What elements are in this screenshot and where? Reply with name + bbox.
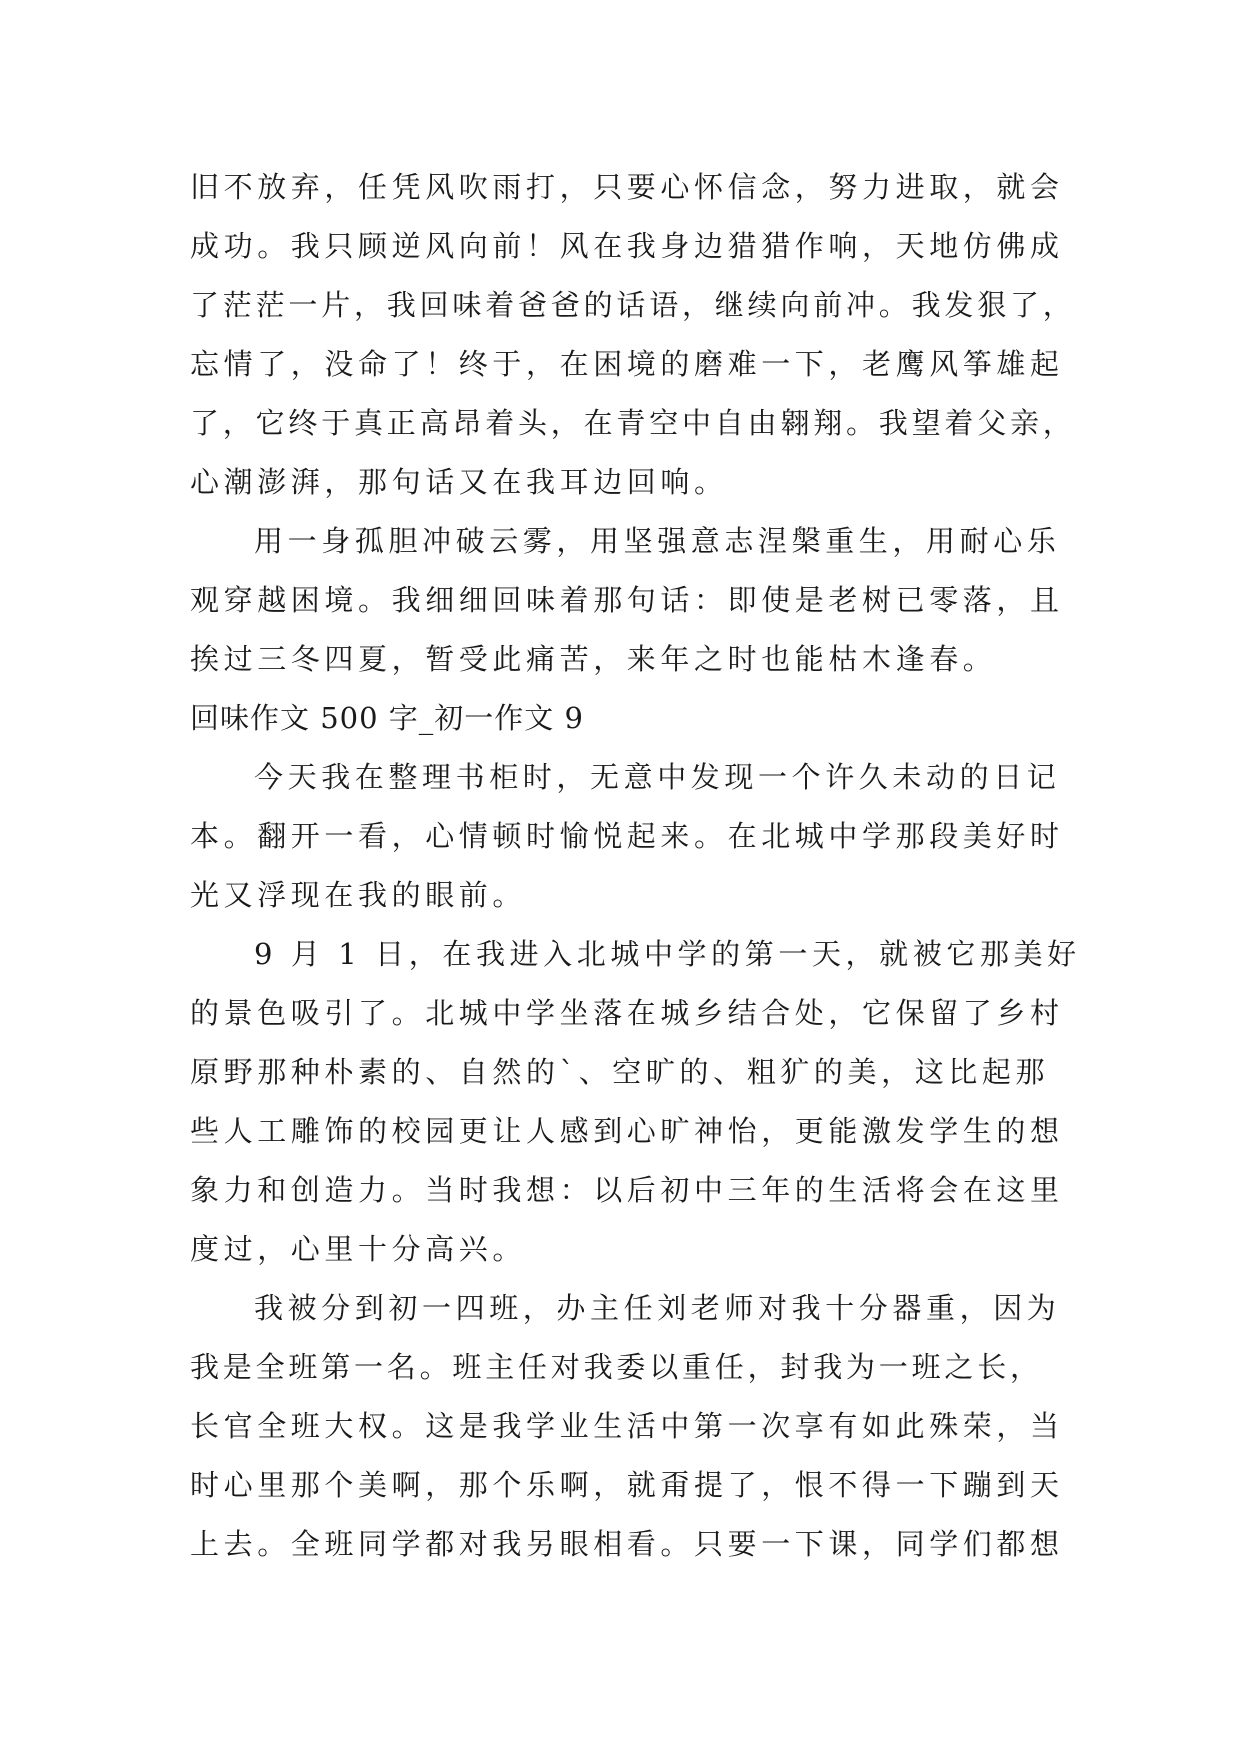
- text-line-11: 今天我在整理书柜时，无意中发现一个许久未动的日记: [254, 760, 1061, 794]
- text-line-16: 原野那种朴素的、自然的`、空旷的、粗犷的美，这比起那: [190, 1055, 1050, 1089]
- text-line-12: 本。翻开一看，心情顿时愉悦起来。在北城中学那段美好时: [190, 819, 1064, 853]
- section-heading: 回味作文 500 字_初一作文 9: [190, 701, 584, 735]
- text-line-4: 忘情了，没命了！终于，在困境的磨难一下，老鹰风筝雄起: [190, 347, 1064, 381]
- text-line-2: 成功。我只顾逆风向前！风在我身边猎猎作响，天地仿佛成: [190, 229, 1064, 263]
- text-line-9: 挨过三冬四夏，暂受此痛苦，来年之时也能枯木逢春。: [190, 642, 997, 676]
- text-line-19: 度过，心里十分高兴。: [190, 1232, 527, 1266]
- text-line-17: 些人工雕饰的校园更让人感到心旷神怡，更能激发学生的想: [190, 1114, 1064, 1148]
- text-line-18: 象力和创造力。当时我想：以后初中三年的生活将会在这里: [190, 1173, 1064, 1207]
- text-line-8: 观穿越困境。我细细回味着那句话：即使是老树已零落，且: [190, 583, 1064, 617]
- text-line-14: 9 月 1 日，在我进入北城中学的第一天，就被它那美好: [254, 937, 1081, 971]
- text-line-20: 我被分到初一四班，办主任刘老师对我十分器重，因为: [254, 1291, 1061, 1325]
- text-line-5: 了，它终于真正高昂着头，在青空中自由翱翔。我望着父亲，: [190, 406, 1076, 440]
- text-line-13: 光又浮现在我的眼前。: [190, 878, 527, 912]
- text-line-7: 用一身孤胆冲破云雾，用坚强意志涅槃重生，用耐心乐: [254, 524, 1061, 558]
- text-line-15: 的景色吸引了。北城中学坐落在城乡结合处，它保留了乡村: [190, 996, 1064, 1030]
- text-line-3: 了茫茫一片，我回味着爸爸的话语，继续向前冲。我发狠了，: [190, 288, 1076, 322]
- text-line-23: 时心里那个美啊，那个乐啊，就甭提了，恨不得一下蹦到天: [190, 1468, 1064, 1502]
- document-page: [190, 158, 1081, 1574]
- text-line-22: 长官全班大权。这是我学业生活中第一次享有如此殊荣，当: [190, 1409, 1064, 1443]
- text-line-21: 我是全班第一名。班主任对我委以重任，封我为一班之长，: [190, 1350, 1043, 1384]
- text-line-1: 旧不放弃，任凭风吹雨打，只要心怀信念，努力进取，就会: [190, 170, 1064, 204]
- text-line-6: 心潮澎湃，那句话又在我耳边回响。: [190, 465, 728, 499]
- text-line-24: 上去。全班同学都对我另眼相看。只要一下课，同学们都想: [190, 1527, 1064, 1561]
